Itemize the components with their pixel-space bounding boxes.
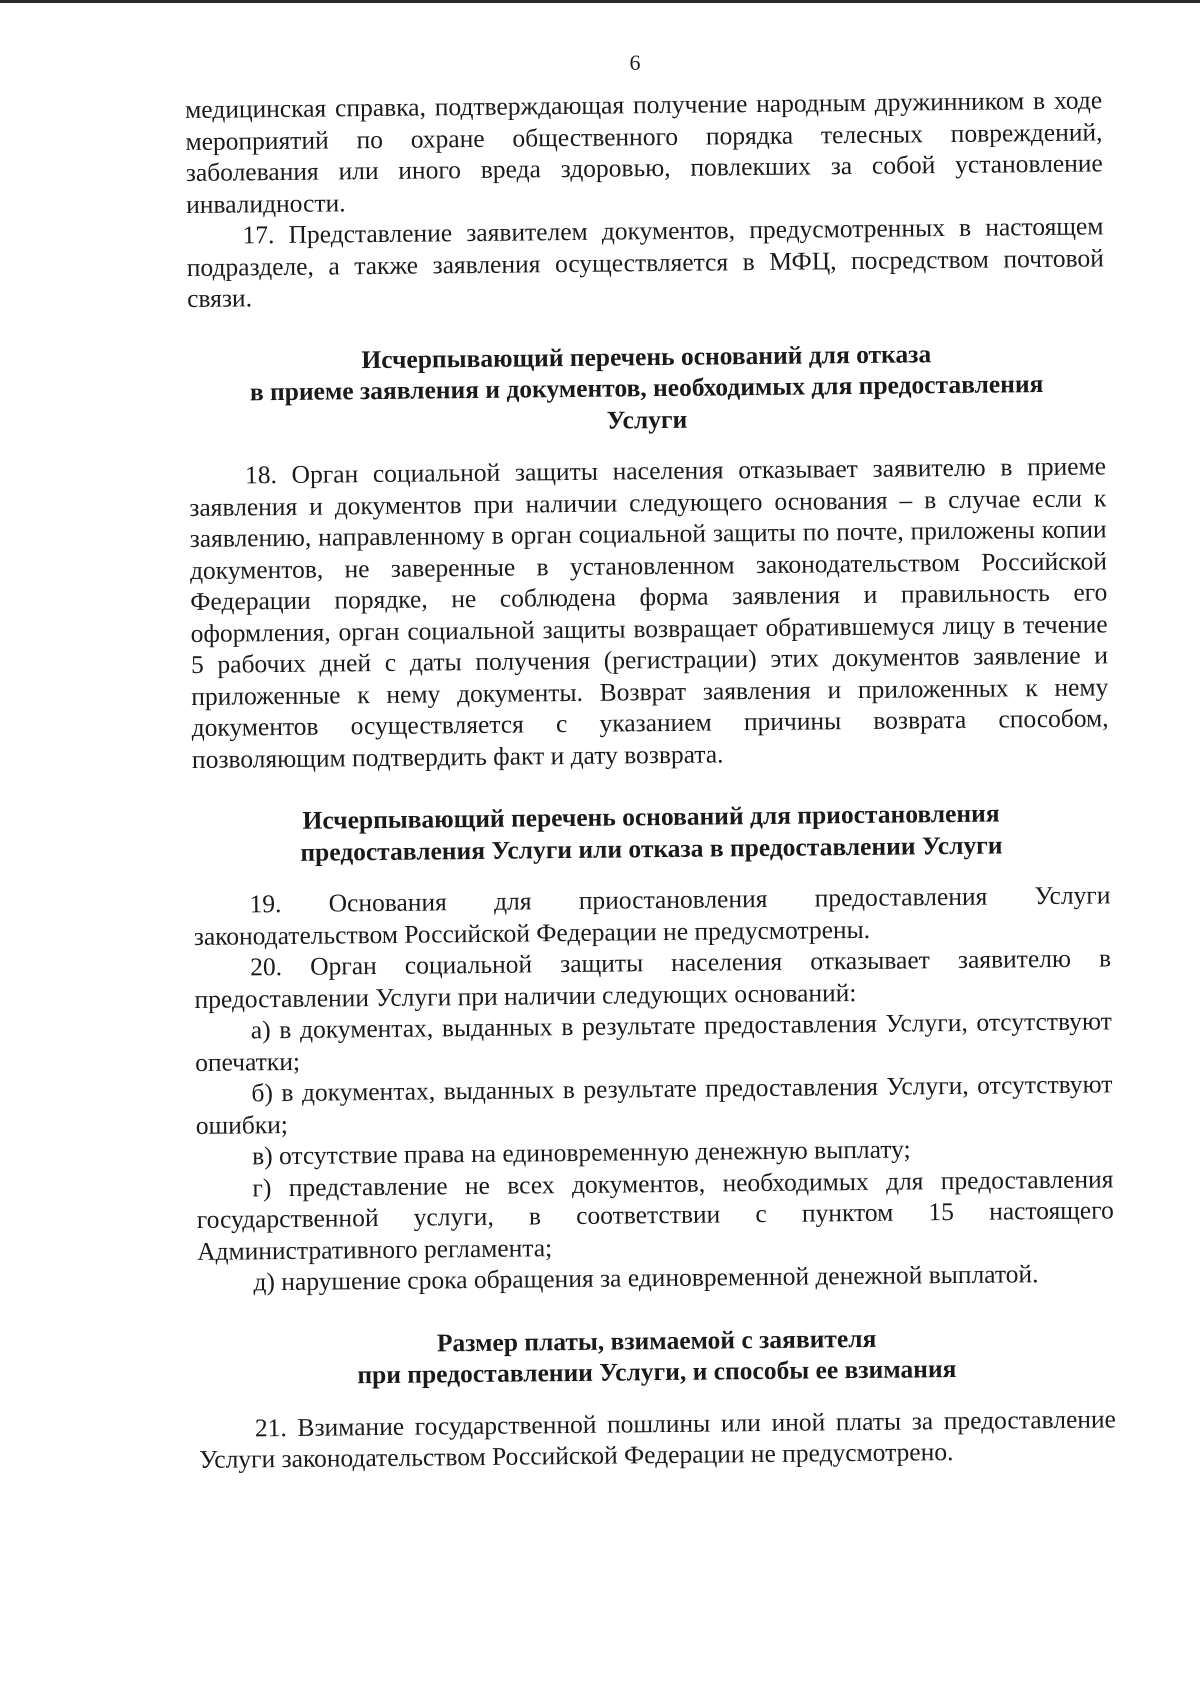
paragraph-19: 19. Основания для приостановления предоставления Услуги законодательством Российской Федерации не предусмотрены. — [193, 880, 1111, 951]
heading-line: Исчерпывающий перечень оснований для приостановления — [302, 798, 1000, 835]
paragraph-17: 17. Представление заявителем документов, предусмотренных в настоящем подразделе, а также заявления осуществляется в МФЦ, посредством почтовой связи. — [186, 211, 1104, 313]
paragraph-medical-certificate: медицинская справка, подтверждающая получение народным дружинником в ходе мероприятий по охране общественного порядка телесных повреждений, заболевания или иного вреда здоровью, повлекших за собой установление инвалидности. — [185, 85, 1103, 219]
heading-line: Исчерпывающий перечень оснований для отказа — [361, 338, 932, 374]
paragraph-21: 21. Взимание государственной пошлины или иной платы за предоставление Услуги законодательством Российской Федерации не предусмотрено. — [199, 1403, 1117, 1474]
heading-refusal-grounds — [188, 336, 1106, 440]
heading-line: Услуги — [606, 404, 688, 435]
list-item-d: д) нарушение срока обращения за единовременной денежной выплатой. — [253, 1259, 1039, 1297]
paragraph-20: 20. Орган социальной защиты населения отказывает заявителю в предоставлении Услуги при наличии следующих оснований: — [194, 943, 1112, 1014]
heading-line: предоставления Услуги или отказа в предоставлении Услуги — [300, 829, 1003, 867]
document-body — [185, 84, 1116, 1475]
heading-line: Размер платы, взимаемой с заявителя — [436, 1323, 877, 1357]
list-item-g: г) представление не всех документов, необходимых для предоставления государственной услуги, в соответствии с пунктом 15 настоящего Административного регламента; — [196, 1163, 1114, 1266]
list-item-b: б) в документах, выданных в результате предоставления Услуги, отсутствуют ошибки; — [195, 1069, 1113, 1140]
top-border-line — [0, 0, 1200, 3]
heading-line: в приеме заявления и документов, необходимых для предоставления — [249, 369, 1044, 407]
list-item-a: а) в документах, выданных в результате предоставления Услуги, отсутствуют опечатки; — [194, 1006, 1112, 1077]
heading-line: при предоставлении Услуги, и способы ее взимания — [357, 1353, 957, 1390]
list-item-v: в) отсутствие права на единовременную денежную выплату; — [251, 1134, 911, 1171]
heading-fee — [198, 1320, 1116, 1393]
page-number: 6 — [629, 50, 641, 75]
paragraph-18: 18. Орган социальной защиты населения отказывает заявителю в приеме заявления и документов при наличии следующего основания – в случае если к заявлению, направленному в орган социальной защиты по почте, приложены копии документов, не заверенные в установленном законодательством Российской Федерации порядке, не соблюдена форма заявления и правильность его оформления, орган социальной защиты возвращает обратившемуся лицу в течение 5 рабочих дней с даты получения (регистрации) этих документов заявление и приложенные к нему документы. Возврат заявления и приложенных к нему документов осуществляется с указанием причины возврата способом, позволяющим подтвердить факт и дату возврата. — [189, 451, 1109, 774]
heading-suspension-grounds — [192, 796, 1110, 869]
